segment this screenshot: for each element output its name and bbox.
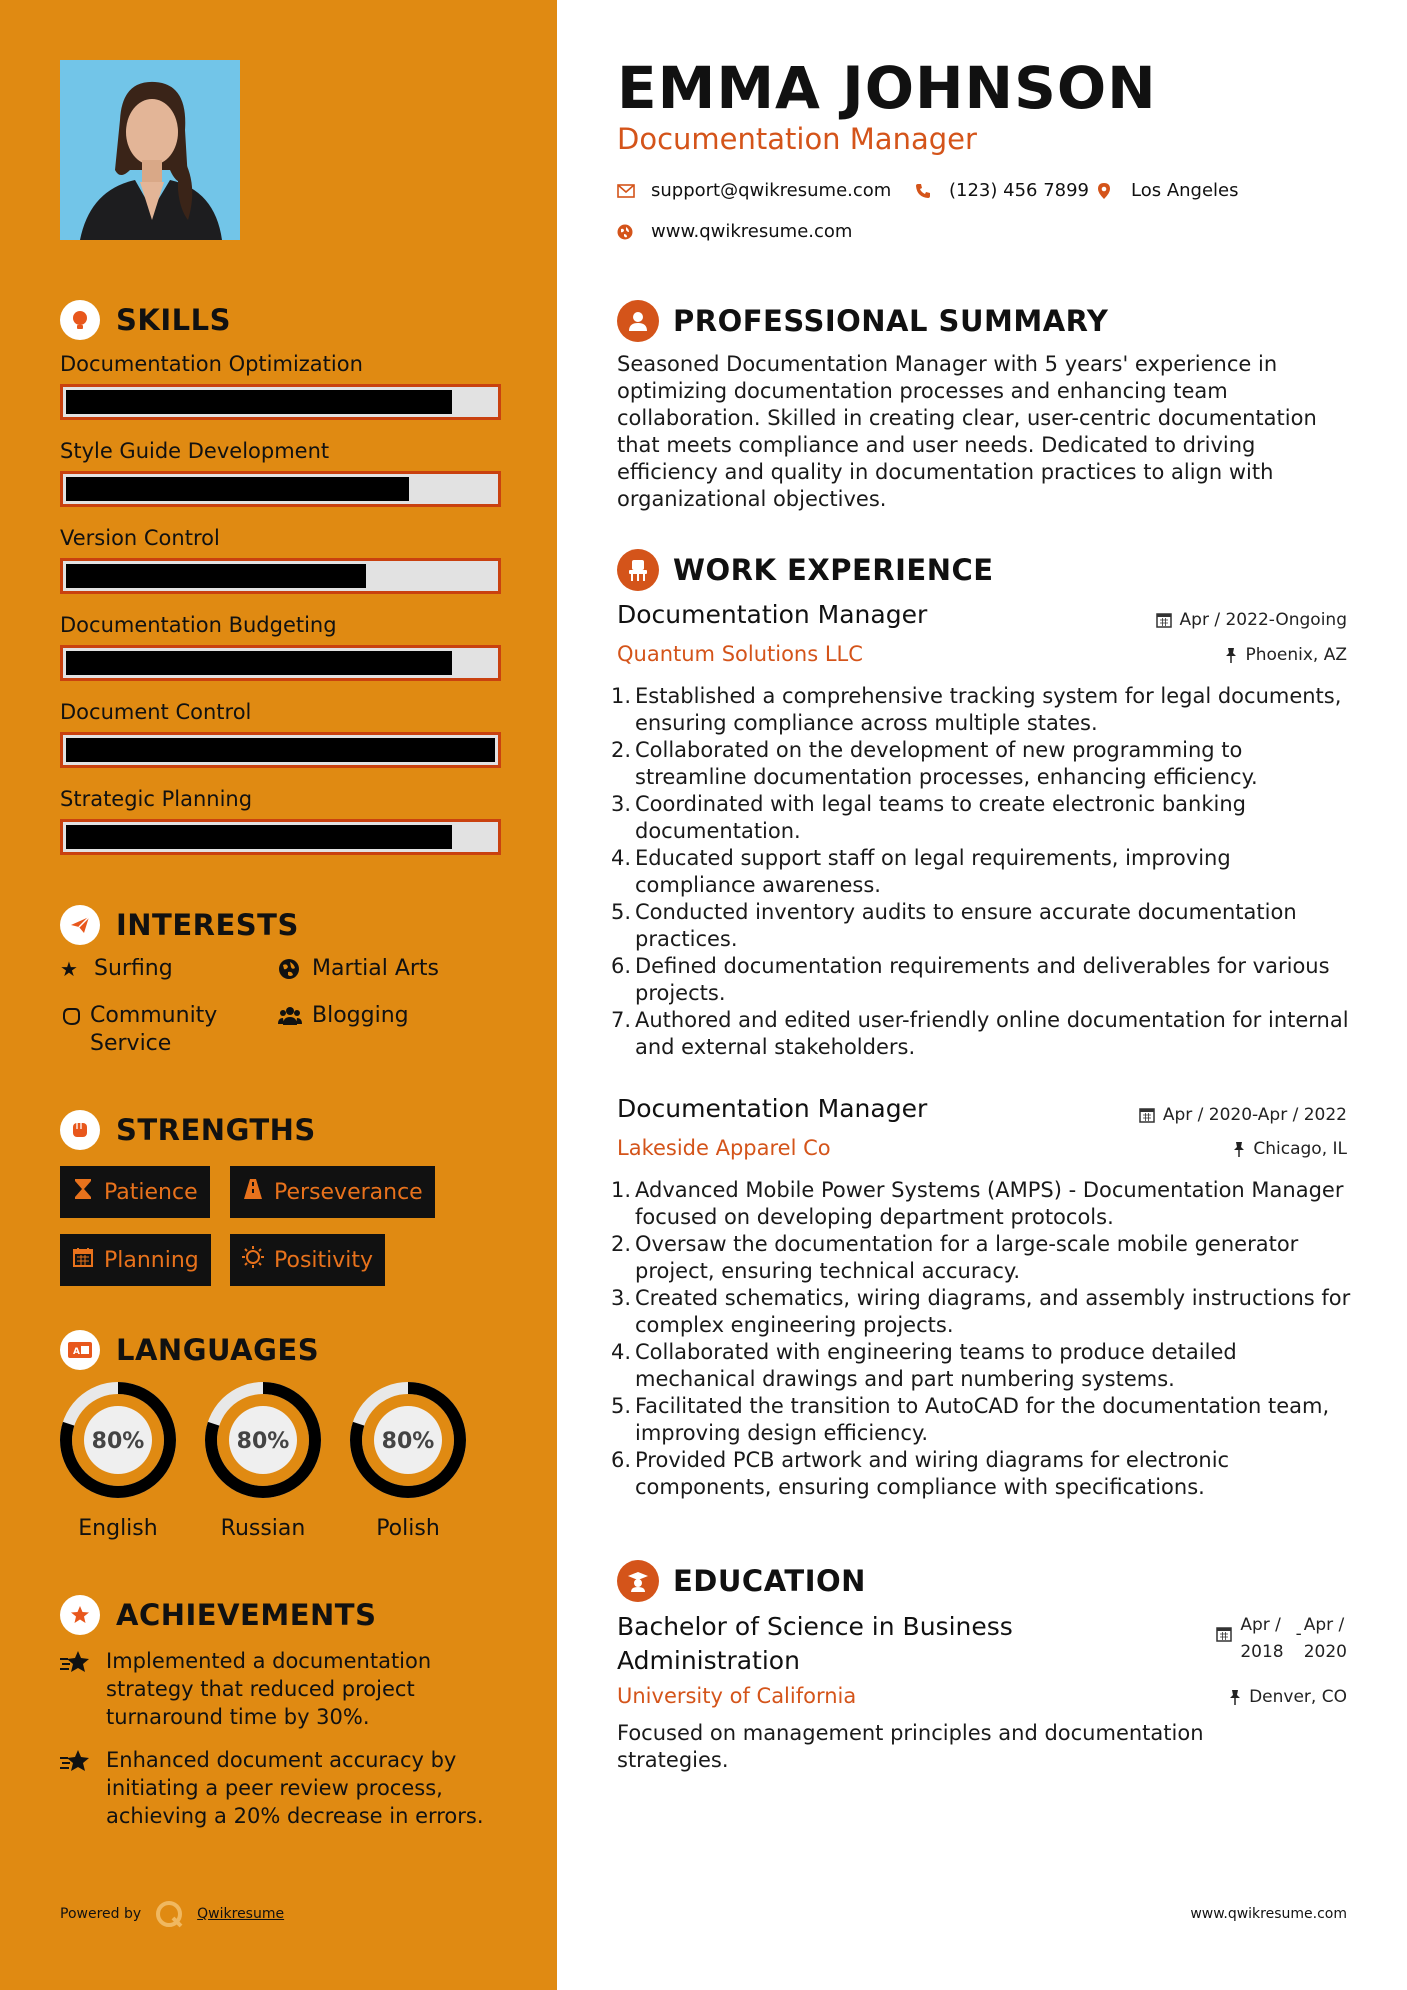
qwikresume-logo-icon [155,1900,183,1928]
education-description: Focused on management principles and documentation strategies. [617,1721,1204,1772]
trophy-icon [60,1595,100,1635]
strength-badge [60,1166,210,1218]
fist-icon [60,1110,100,1150]
graduate-icon [617,1560,659,1602]
pushpin-icon [1225,647,1237,663]
job-location [1233,1139,1347,1159]
contact-website[interactable] [617,221,852,242]
duty-item: Oversaw the documentation for a large-scale mobile generator project, ensuring technical accuracy. [635,1232,1299,1283]
language-icon [60,1330,100,1370]
skills-heading [60,300,231,340]
degree-line: Administration [617,1646,800,1675]
language-ring [58,1380,178,1500]
experience-heading [617,549,994,591]
duty-item: Authored and edited user-friendly online documentation for internal and external stakeholders. [635,1008,1349,1059]
duty-item: Provided PCB artwork and wiring diagrams for electronic components, ensuring compliance with specifications. [635,1448,1230,1499]
education-location-text: Denver, CO [1249,1687,1347,1707]
skill-item [60,352,501,420]
job-location-text: Phoenix, AZ [1245,645,1347,665]
interest-label: Surfing [94,956,173,981]
school-name: University of California [617,1684,857,1708]
achievement-text: Implemented a documentation strategy that reduced project turnaround time by 30%. [106,1649,432,1729]
language-name: English [78,1516,158,1541]
strength-label: Perseverance [274,1179,423,1205]
interest-item [60,1002,260,1058]
skill-name: Strategic Planning [60,787,253,811]
strengths-heading [60,1110,316,1150]
skill-fill [66,390,452,414]
achievements-heading [60,1595,376,1635]
user-icon [617,300,659,342]
shooting-star-icon [60,1746,92,1830]
calendar-icon [72,1247,94,1273]
skill-fill [66,477,409,501]
contact-phone[interactable] [915,180,1089,201]
achievement-item [60,1746,500,1830]
users-icon [278,1002,304,1034]
achievement-item [60,1647,500,1731]
language-name: Russian [220,1516,306,1541]
edu-start-month: Apr / [1240,1615,1281,1635]
interest-label: Martial Arts [312,956,440,981]
pushpin-icon [1229,1689,1241,1705]
job-duties [617,683,1357,1061]
shooting-star-icon [60,1647,92,1731]
education-title: EDUCATION [673,1564,866,1598]
skill-bar [60,645,501,681]
strength-badge [230,1234,385,1286]
skill-name: Documentation Optimization [60,352,363,376]
achievement-text: Enhanced document accuracy by initiating a peer review process, achieving a 20% decrease in errors. [106,1748,484,1828]
chair-icon [617,549,659,591]
language-ring [203,1380,323,1500]
skills-title: SKILLS [116,303,231,337]
skill-fill [66,651,452,675]
degree-line: Bachelor of Science in Business [617,1612,1013,1641]
phone-text: (123) 456 7899 [949,180,1090,201]
footer-url[interactable]: www.qwikresume.com [1190,1906,1347,1922]
main-content [557,0,1407,1990]
skill-name: Style Guide Development [60,439,330,463]
skill-bar [60,558,501,594]
job-dates-text: Apr / 2022-Ongoing [1179,610,1347,630]
duty-item: Collaborated with engineering teams to produce detailed mechanical drawings and part numbering systems. [635,1340,1237,1391]
interest-item [60,955,173,983]
edu-end-month: Apr / [1303,1615,1345,1635]
interest-label: Blogging [312,1003,409,1028]
skill-name: Documentation Budgeting [60,613,337,637]
languages-title: LANGUAGES [116,1333,320,1367]
road-icon [242,1179,264,1205]
sidebar [0,0,557,1990]
svg-text:A: A [73,1347,80,1357]
edu-end-year: 2020 [1303,1642,1347,1662]
website-text: www.qwikresume.com [651,221,853,242]
language-percent: 80% [236,1429,290,1454]
hand-icon [60,1002,82,1034]
strengths-title: STRENGTHS [116,1113,316,1147]
summary-title: PROFESSIONAL SUMMARY [673,304,1109,338]
education-location [1229,1687,1347,1707]
skill-name: Version Control [60,526,220,550]
calendar-icon [1139,1107,1155,1123]
duty-item: Established a comprehensive tracking system for legal documents, ensuring compliance across multiple states. [635,684,1342,735]
interest-item [278,1002,409,1034]
language-ring [348,1380,468,1500]
education-heading [617,1560,866,1602]
skill-bar [60,471,501,507]
star-icon: ★ [60,957,78,981]
sun-icon [242,1246,264,1274]
skill-item [60,526,501,594]
job-company: Quantum Solutions LLC [617,642,863,666]
duty-item: Coordinated with legal teams to create electronic banking documentation. [635,792,1246,843]
map-pin-icon [1097,182,1119,200]
skill-bar [60,732,501,768]
duty-item: Educated support staff on legal requirements, improving compliance awareness. [635,846,1231,897]
language-item [203,1380,323,1541]
skill-bar [60,384,501,420]
language-percent: 80% [381,1429,435,1454]
interest-label: Community Service [90,1003,218,1056]
job-location [1225,645,1347,665]
qwikresume-link[interactable]: Qwikresume [197,1906,285,1922]
pushpin-icon [1233,1141,1245,1157]
language-percent: 80% [91,1429,145,1454]
duty-item: Conducted inventory audits to ensure accurate documentation practices. [635,900,1297,951]
job-role: Documentation Manager [617,1094,928,1123]
skill-name: Document Control [60,700,252,724]
language-name: Polish [376,1516,440,1541]
contact-location [1097,180,1239,201]
summary-heading [617,300,1108,342]
duty-item: Facilitated the transition to AutoCAD for the documentation team, improving design efficiency. [635,1394,1330,1445]
job-location-text: Chicago, IL [1253,1139,1347,1159]
job-dates-text: Apr / 2020-Apr / 2022 [1162,1105,1347,1125]
envelope-icon [617,184,639,198]
languages-heading [60,1330,319,1370]
powered-by-label: Powered by [60,1906,142,1922]
strength-badge [230,1166,435,1218]
interest-item [278,955,439,987]
skill-item [60,439,501,507]
education-dates [1216,1612,1347,1666]
language-item [58,1380,178,1541]
strength-label: Patience [104,1179,198,1205]
phone-icon [915,183,937,199]
skill-fill [66,738,495,762]
achievements-title: ACHIEVEMENTS [116,1598,377,1632]
skill-fill [66,825,452,849]
job-company: Lakeside Apparel Co [617,1136,831,1160]
globe-icon [617,224,639,240]
job-role: Documentation Manager [617,600,928,629]
contact-email[interactable] [617,180,891,201]
edu-start-year: 2018 [1240,1642,1284,1662]
duty-item: Created schematics, wiring diagrams, and assembly instructions for complex engineering projects. [635,1286,1351,1337]
skill-item [60,787,501,855]
language-item [348,1380,468,1541]
strength-label: Positivity [274,1247,374,1273]
calendar-icon [1216,1626,1232,1647]
skill-fill [66,564,366,588]
skill-bar [60,819,501,855]
interests-heading [60,905,299,945]
powered-by [60,1900,284,1928]
summary-text: Seasoned Documentation Manager with 5 years' experience in optimizing documentation processes and enhancing team collaboration. Skilled in creating clear, user-centric documentation that meets compliance and user needs. Dedicated to driving efficiency and quality in documentation practices to align with organizational objectives. [617,352,1317,511]
strength-badge [60,1234,211,1286]
email-text: support@qwikresume.com [651,180,892,201]
job-duties [617,1177,1357,1501]
profile-photo [60,60,240,240]
candidate-title: Documentation Manager [617,122,977,156]
degree [617,1610,1077,1678]
duty-item: Advanced Mobile Power Systems (AMPS) - Documentation Manager focused on developing department protocols. [635,1178,1344,1229]
job-dates [1156,610,1347,630]
job-dates [1139,1105,1347,1125]
experience-title: WORK EXPERIENCE [673,553,994,587]
strength-label: Planning [104,1247,199,1273]
calendar-icon [1156,612,1172,628]
lightbulb-icon [60,300,100,340]
skill-item [60,613,501,681]
duty-item: Collaborated on the development of new programming to streamline documentation processes, enhancing efficiency. [635,738,1258,789]
interests-title: INTERESTS [116,908,299,942]
duty-item: Defined documentation requirements and deliverables for various projects. [635,954,1330,1005]
paper-plane-icon [60,905,100,945]
candidate-name: EMMA JOHNSON [617,54,1157,122]
hourglass-icon [72,1178,94,1206]
date-separator: - [1295,1624,1302,1644]
location-text: Los Angeles [1131,180,1239,201]
skill-item [60,700,501,768]
globe-icon [278,955,304,987]
